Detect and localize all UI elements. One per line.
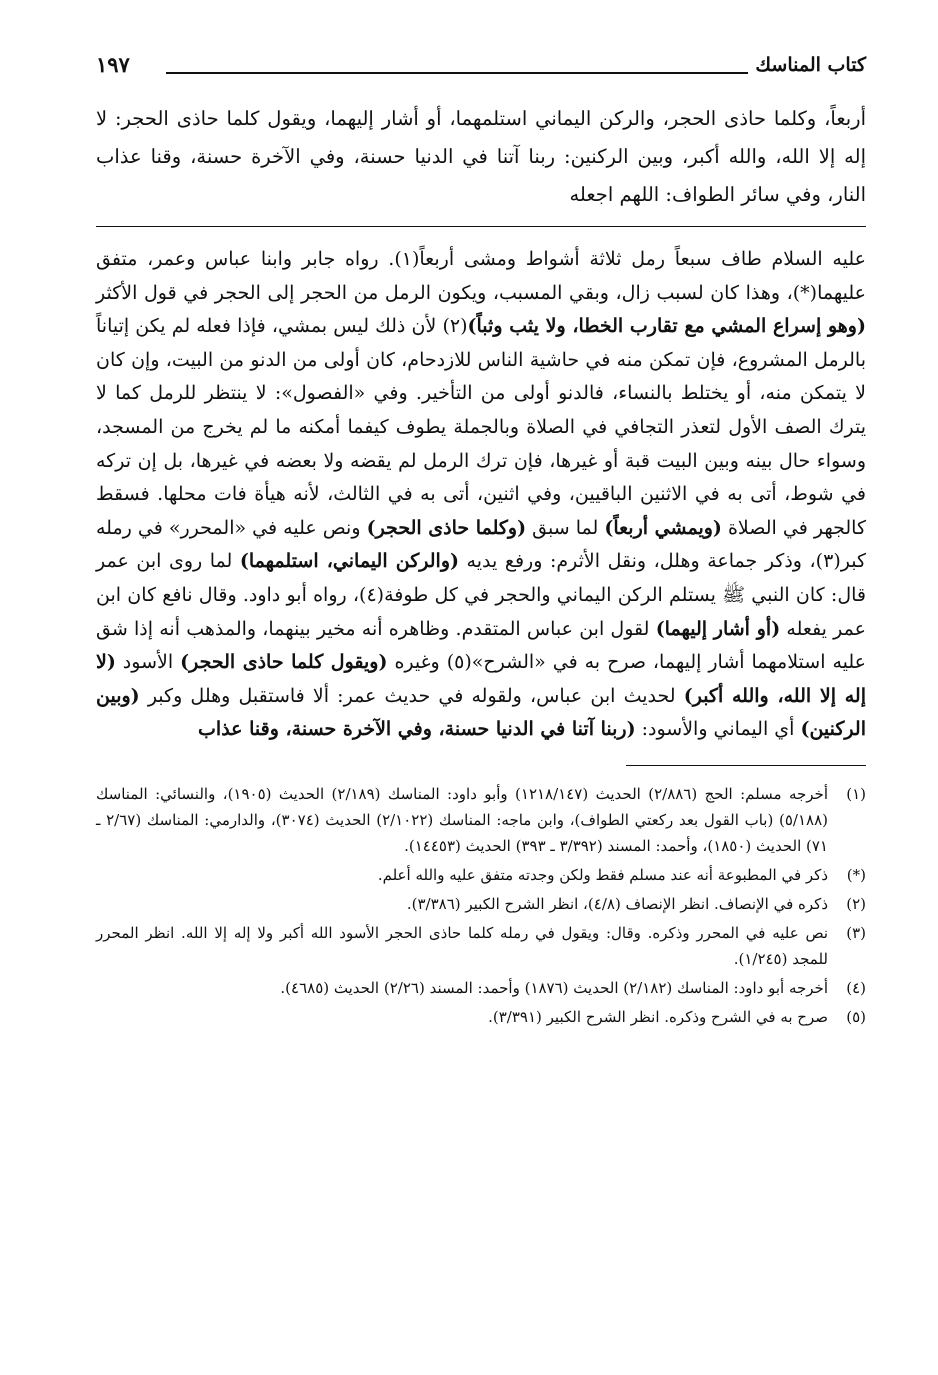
page-header <box>96 48 866 84</box>
page-number: ١٩٧ <box>96 52 130 77</box>
bold-quoted-matn: (أو أشار إليهما) <box>655 617 781 640</box>
footnote-number: (٣) <box>846 923 866 942</box>
footnote-text: ذكر في المطبوعة أنه عند مسلم فقط ولكن وجدته متفق عليه والله أعلم. <box>377 865 828 884</box>
footnote-text: أخرجه مسلم: الحج (٢/٨٨٦) الحديث (١٢١٨/١٤٧) وأبو داود: المناسك (٢/١٨٩) الحديث (١٩٠٥)، والنسائي: المناسك (٥/١٨٨) (باب القول بعد ركعتي الطواف)، وابن ماجه: المناسك (٢/١٠٢٢) الحديث (٣٠٧٤)، والدارمي: المناسك (٢/٦٧ ـ ٧١) الحديث (١٨٥٠)، وأحمد: المسند (٣/٣٩٢ ـ ٣٩٣) الحديث (١٤٤٥٣). <box>96 784 828 855</box>
commentary-text: (٢) لأن ذلك ليس بمشي، فإذا فعله لم يكن إتياناً بالرمل المشروع، فإن تمكن منه في حاشية الناس للازدحام، كان أولى من الدنو من البيت، وإن كان لا يتمكن منه، أو يختلط بالنساء، فالدنو أولى من التأخير. وفي «الفصول»: لا ينتظر للرمل كما لا يترك الصف الأول لتعذر التجافي في الصلاة وبالجملة يطوف كيفما أمكنه ما لم يخرج من المسجد، وسواء حال بينه وبين البيت قبة أو غيرها، فإن ترك الرمل لم يقضه ولا بعضه في غيرها، بل إن تركه في شوط، أتى به في الاثنين الباقيين، وفي اثنين، أتى به في الثالث، لأنه هيأة فات محلها. فسقط كالجهر في الصلاة <box>96 315 866 539</box>
commentary-paragraph <box>96 243 866 747</box>
footnote-number: (١) <box>846 784 866 803</box>
footnote-text: نص عليه في المحرر وذكره. وقال: ويقول في رمله كلما حاذى الحجر الأسود الله أكبر ولا إله إلا الله. انظر المحرر للمجد (١/٢٤٥). <box>96 923 828 968</box>
commentary-text: لقول ابن عباس المتقدم. وظاهره أنه مخير بينهما، والمذهب أنه إذا شق عليه استلامهما أشار إليهما، صرح به في «الشرح»(٥) وغيره <box>96 617 866 674</box>
bold-quoted-matn: (ربنا آتنا في الدنيا حسنة، وفي الآخرة حسنة، وقنا عذاب <box>198 718 636 741</box>
commentary-text: عليه السلام طاف سبعاً رمل ثلاثة أشواط ومشى أربعاً(١). رواه جابر وابنا عباس وعمر، متفق عليهما(*)، وهذا كان لسبب زال، وبقي المسبب، ويكون الرمل من الحجر إلى الحجر في قول الأكثر <box>96 248 866 304</box>
footnote <box>96 891 866 917</box>
commentary-text: أي اليماني والأسود: <box>635 718 801 741</box>
commentary-text: لما سبق <box>526 516 605 539</box>
footnote-text: صرح به في الشرح وذكره. انظر الشرح الكبير (٣/٣٩١). <box>488 1007 828 1026</box>
bold-quoted-matn: (وكلما حاذى الحجر) <box>366 516 527 539</box>
footnote <box>96 920 866 972</box>
header-rule <box>166 72 748 74</box>
bold-quoted-matn: (ويمشي أربعاً) <box>604 516 722 539</box>
bold-quoted-matn: (وبين الركنين) <box>96 684 866 741</box>
bold-quoted-matn: (والركن اليماني، استلمهما) <box>239 550 459 573</box>
footnote-text: أخرجه أبو داود: المناسك (٢/١٨٢) الحديث (١٨٧٦) وأحمد: المسند (٢/٢٦) الحديث (٤٦٨٥). <box>280 978 828 997</box>
commentary-text: ونص عليه في «المحرر» في رمله كبر(٣)، وذكر جماعة وهلل، ونقل الأثرم: ورفع يديه <box>96 516 867 573</box>
footnote <box>96 1004 866 1030</box>
footnote-number: (*) <box>846 865 866 884</box>
bold-quoted-matn: (وهو إسراع المشي مع تقارب الخطا، ولا يثب وثباً) <box>467 315 866 338</box>
book-title: كتاب المناسك <box>755 54 866 76</box>
commentary-text: لحديث ابن عباس، ولقوله في حديث عمر: ألا فاستقبل وهلل وكبر <box>139 684 684 707</box>
footnote-number: (٥) <box>846 1007 866 1026</box>
main-text: أربعاً، وكلما حاذى الحجر، والركن اليماني استلمهما، أو أشار إليهما، ويقول كلما حاذى الحجر: لا إله إلا الله، والله أكبر، وبين الركنين: ربنا آتنا في الدنيا حسنة، وفي الآخرة حسنة، وقنا عذاب النار، وفي سائر الطواف: اللهم اجعله <box>96 107 866 206</box>
text-divider <box>96 226 866 227</box>
footnote-divider <box>96 765 866 767</box>
footnote <box>96 862 866 888</box>
footnote-text: ذكره في الإنصاف. انظر الإنصاف (٤/٨)، انظر الشرح الكبير (٣/٣٨٦). <box>406 894 828 913</box>
bold-quoted-matn: (لا إله إلا الله، والله أكبر) <box>96 651 866 707</box>
commentary-text: لما روى ابن عمر قال: كان النبي ﷺ يستلم الركن اليماني والحجر في كل طوفة(٤)، رواه أبو داود. وقال نافع كان ابن عمر يفعله <box>96 550 866 640</box>
page <box>96 48 866 1033</box>
commentary <box>96 243 866 747</box>
footnote <box>96 975 866 1001</box>
footnote <box>96 781 866 859</box>
footnote-number: (٢) <box>846 894 866 913</box>
footnotes <box>96 781 866 1030</box>
bold-quoted-matn: (ويقول كلما حاذى الحجر) <box>180 651 388 674</box>
commentary-text: الأسود <box>115 651 181 674</box>
footnote-number: (٤) <box>846 978 866 997</box>
